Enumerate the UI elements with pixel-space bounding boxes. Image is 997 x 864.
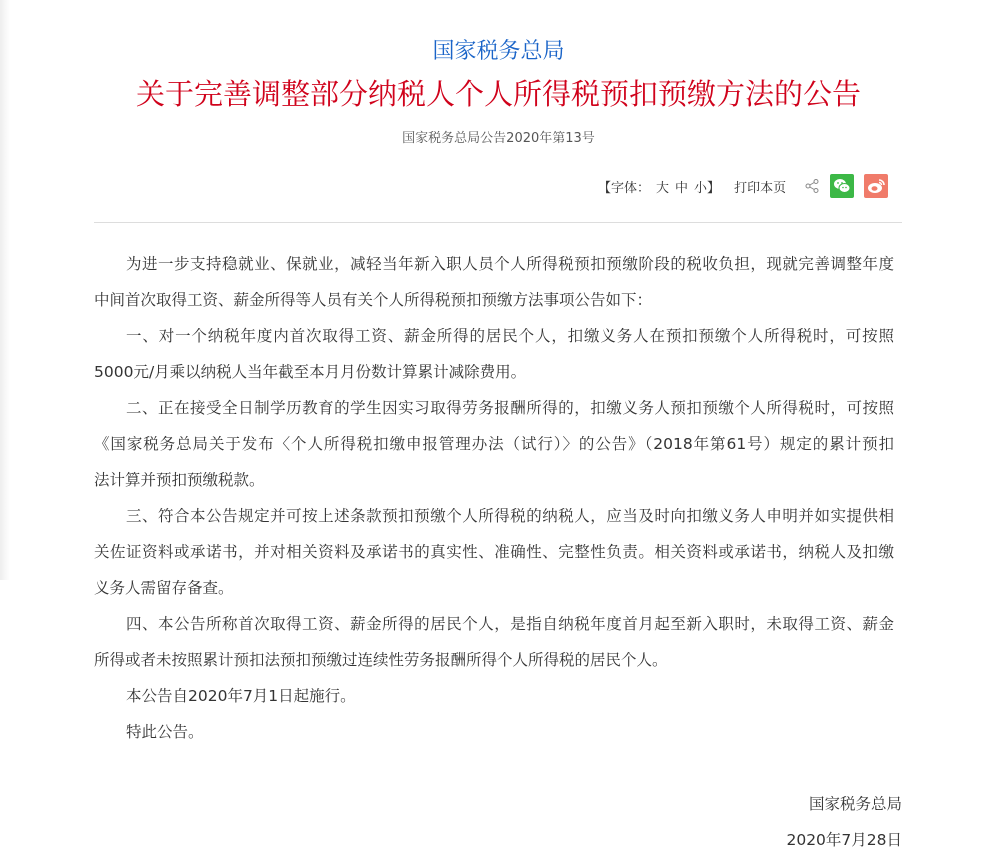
divider — [94, 222, 902, 223]
text-line: 关佐证资料或承诺书，并对相关资料及承诺书的真实性、准确性、完整性负责。相关资料或承诺书，纳税人及扣缴 — [94, 543, 894, 561]
text-line: 所得或者未按照累计预扣法预扣预缴过连续性劳务报酬所得个人所得税的居民个人。 — [94, 651, 668, 669]
text-line: 法计算并预扣预缴税款。 — [94, 471, 265, 489]
paragraph-item-2 — [94, 396, 894, 504]
text-line: 《国家税务总局关于发布〈个人所得税扣缴申报管理办法（试行）〉的公告》（2018年第61号）规定的累计预扣 — [94, 435, 894, 453]
page-title: 关于完善调整部分纳税人个人所得税预扣预缴方法的公告 — [135, 77, 861, 111]
print-button[interactable]: 打印本页 — [734, 180, 787, 196]
text-line: 义务人需留存备查。 — [94, 579, 234, 597]
issuing-org: 国家税务总局 — [432, 39, 565, 64]
font-large-button[interactable]: 大 — [656, 180, 670, 196]
paragraph-intro — [94, 252, 894, 324]
font-medium-button[interactable]: 中 — [675, 180, 689, 196]
paragraph-effective-date: 本公告自2020年7月1日起施行。 — [126, 687, 356, 705]
paragraph-item-1 — [94, 324, 894, 396]
text-line: 5000元/月乘以纳税人当年截至本月月份数计算累计减除费用。 — [94, 363, 527, 381]
font-size-label: 【字体： — [598, 180, 651, 196]
text-line: 四、本公告所称首次取得工资、薪金所得的居民个人，是指自纳税年度首月起至新入职时，未取得工资、薪金 — [126, 615, 894, 633]
paragraph-item-4 — [94, 612, 894, 684]
text-line: 一、对一个纳税年度内首次取得工资、薪金所得的居民个人，扣缴义务人在预扣预缴个人所得税时，可按照 — [126, 327, 894, 345]
share-icon[interactable] — [804, 178, 820, 194]
paragraph-item-3 — [94, 504, 894, 612]
text-line: 中间首次取得工资、薪金所得等人员有关个人所得税预扣预缴方法事项公告如下： — [94, 291, 653, 309]
wechat-icon[interactable] — [830, 174, 854, 198]
article-body — [94, 252, 894, 756]
text-line: 为进一步支持稳就业、保就业，减轻当年新入职人员个人所得税预扣预缴阶段的税收负担，现就完善调整年度 — [126, 255, 894, 273]
signature-date: 2020年7月28日 — [786, 831, 902, 849]
weibo-icon[interactable] — [864, 174, 888, 198]
text-line: 三、符合本公告规定并可按上述条款预扣预缴个人所得税的纳税人，应当及时向扣缴义务人申明并如实提供相 — [126, 507, 894, 525]
toolbar — [598, 172, 888, 200]
signature-org: 国家税务总局 — [808, 795, 902, 813]
text-line: 二、正在接受全日制学历教育的学生因实习取得劳务报酬所得的，扣缴义务人预扣预缴个人所得税时，可按照 — [126, 399, 894, 417]
font-small-button[interactable]: 小】 — [694, 180, 721, 196]
paragraph-closing: 特此公告。 — [126, 723, 204, 741]
document-number: 国家税务总局公告2020年第13号 — [402, 131, 595, 146]
